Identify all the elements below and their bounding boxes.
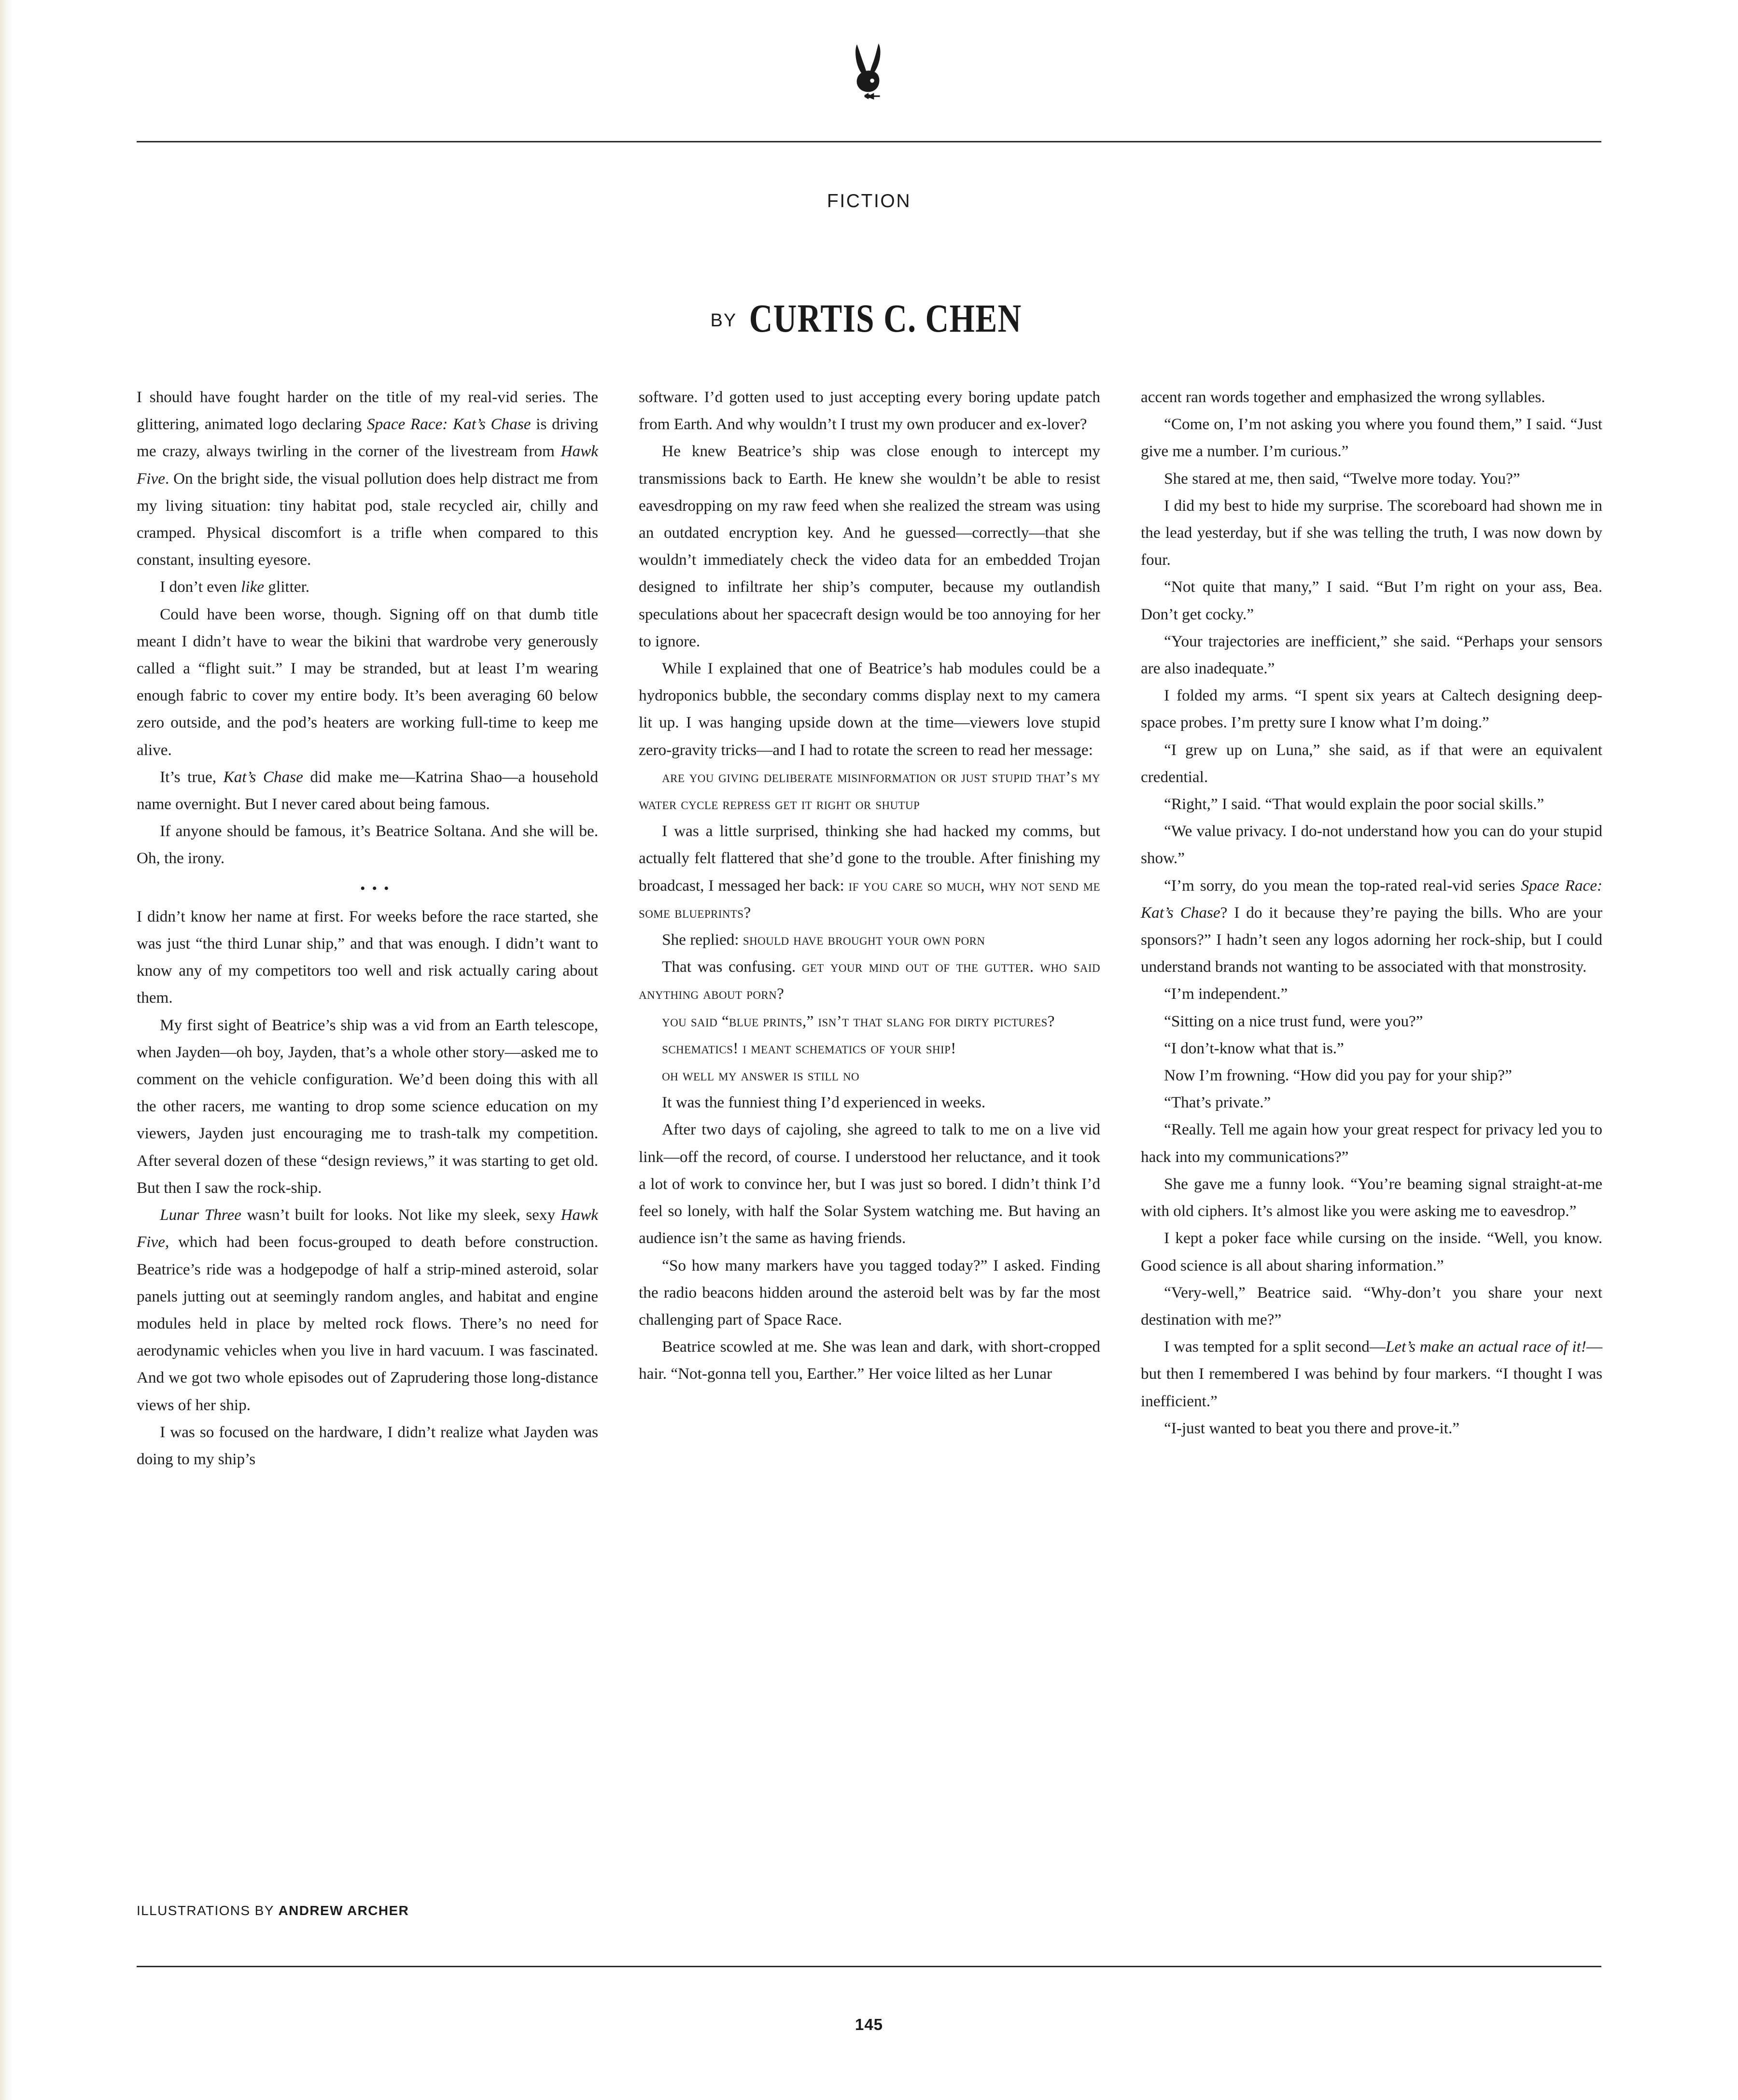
article-paragraph: are you giving deliberate misinformation or just stupid that’s my water cycle repress get it right or shutup bbox=[639, 768, 1100, 813]
article-paragraph: “I-just wanted to beat you there and prove-it.” bbox=[1164, 1419, 1460, 1437]
section-kicker: FICTION bbox=[827, 191, 911, 211]
article-paragraph: “I grew up on Luna,” she said, as if that were an equivalent credential. bbox=[1141, 741, 1602, 786]
byline bbox=[0, 296, 1738, 342]
article-paragraph: It was the funniest thing I’d experienced in weeks. bbox=[662, 1093, 986, 1112]
article-paragraph: “Come on, I’m not asking you where you found them,” I said. “Just give me a number. I’m curious.” bbox=[1141, 415, 1602, 461]
masthead-logo bbox=[0, 42, 1738, 104]
byline-author-name: CURTIS C. CHEN bbox=[749, 296, 1022, 341]
article-paragraph: While I explained that one of Beatrice’s hab modules could be a hydroponics bubble, the secondary comms display next to my camera lit up. I was hanging upside down at the time—viewers love stupid zero-gravity tricks—and I had to rotate the screen to read her message: bbox=[639, 659, 1100, 759]
header-rule bbox=[137, 141, 1601, 142]
article-paragraph: Beatrice scowled at me. She was lean and dark, with short-cropped hair. “Not-gonna tell you, Earther.” Her voice lilted as her Lunar bbox=[639, 1338, 1100, 1383]
article-paragraph: “I’m sorry, do you mean the top-rated real-vid series Space Race: Kat’s Chase? I do it because they’re paying the bills. Who are your sponsors?” I hadn’t seen any logos adorning her rock-ship, but I could understand brands not wanting to be associated with that monstrosity. bbox=[1141, 876, 1602, 976]
article-paragraph: Could have been worse, though. Signing off on that dumb title meant I didn’t have to wear the bikini that wardrobe very generously called a “flight suit.” I may be stranded, but at least I’m wearing enough fabric to cover my entire body. It’s been averaging 60 below zero outside, and the pod’s heaters are working full-time to keep me alive. bbox=[137, 605, 598, 759]
article-paragraph: I was tempted for a split second—Let’s make an actual race of it!—but then I remembered I was behind by four markers. “I thought I was inefficient.” bbox=[1141, 1338, 1602, 1410]
article-paragraph: After two days of cajoling, she agreed to talk to me on a live vid link—off the record, of course. I understood her reluctance, and it took a lot of work to convince her, but I was just so bored. I didn’t think I’d feel so lonely, with half the Solar System watching me. But having an audience isn’t the same as having friends. bbox=[639, 1120, 1100, 1247]
article-paragraph: I folded my arms. “I spent six years at Caltech designing deep-space probes. I’m pretty sure I know what I’m doing.” bbox=[1141, 686, 1602, 732]
article-paragraph: I should have fought harder on the title of my real-vid series. The glittering, animated logo declaring Space Race: Kat’s Chase is driving me crazy, always twirling in the corner of the livestream from Hawk Five. On the bright side, the visual pollution does help distract me from my living situation: tiny habitat pod, stale recycled air, chilly and cramped. Physical discomfort is a trifle when compared to this constant, insulting eyesore. bbox=[137, 388, 598, 569]
article-paragraph: oh well my answer is still no bbox=[662, 1066, 860, 1085]
article-paragraph: I was so focused on the hardware, I didn’t realize what Jayden was doing to my ship’s bbox=[137, 1423, 598, 1468]
article-paragraph: “Right,” I said. “That would explain the poor social skills.” bbox=[1164, 795, 1544, 813]
article-paragraph: I was a little surprised, thinking she had hacked my comms, but actually felt flattered that she’d gone to the trouble. After finishing my broadcast, I messaged her back: if you care so much, why not send me some blueprints? bbox=[639, 822, 1100, 922]
article-paragraph: My first sight of Beatrice’s ship was a vid from an Earth telescope, when Jayden—oh boy, Jayden, that’s a whole other story—asked me to comment on the vehicle configuration. We’d been doing this with all the other racers, me wanting to drop some science education on my viewers, Jayden just encouraging me to trash-talk my competition. After several dozen of these “design reviews,” it was starting to get old. But then I saw the rock-ship. bbox=[137, 1016, 598, 1197]
article-paragraph: “Really. Tell me again how your great respect for privacy led you to hack into my communications?” bbox=[1141, 1120, 1602, 1166]
article-paragraph: It’s true, Kat’s Chase did make me—Katrina Shao—a household name overnight. But I never cared about being famous. bbox=[137, 768, 598, 813]
article-column-2 bbox=[639, 384, 1100, 1473]
article-column-1 bbox=[137, 384, 598, 1473]
article-paragraph: “Not quite that many,” I said. “But I’m right on your ass, Bea. Don’t get cocky.” bbox=[1141, 578, 1602, 623]
article-paragraph: He knew Beatrice’s ship was close enough to intercept my transmissions back to Earth. He knew she wouldn’t be able to resist eavesdropping on my raw feed when she realized the stream was using an outdated encryption key. And he guessed—correctly—that she wouldn’t immediately check the video data for an embedded Trojan designed to infiltrate her ship’s computer, because my outlandish speculations about her spacecraft design would be too annoying for her to ignore. bbox=[639, 442, 1100, 650]
footer-rule bbox=[137, 1966, 1601, 1967]
article-paragraph: I did my best to hide my surprise. The scoreboard had shown me in the lead yesterday, but if she was telling the truth, I was now down by four. bbox=[1141, 496, 1602, 569]
article-body bbox=[137, 384, 1602, 1473]
article-paragraph: “We value privacy. I do-not understand how you can do your stupid show.” bbox=[1141, 822, 1602, 868]
article-paragraph: Lunar Three wasn’t built for looks. Not like my sleek, sexy Hawk Five, which had been focus-grouped to death before construction. Beatrice’s ride was a hodgepodge of half a strip-mined asteroid, solar panels jutting out at seemingly random angles, and habitat and engine modules held in place by melted rock flows. There’s no need for aerodynamic vehicles when you live in hard vacuum. I was fascinated. And we got two whole episodes out of Zaprudering those long-distance views of her ship. bbox=[137, 1206, 598, 1414]
article-paragraph: I don’t even like glitter. bbox=[160, 578, 310, 596]
article-paragraph: She replied: should have brought your own porn bbox=[662, 931, 985, 949]
article-paragraph: “Sitting on a nice trust fund, were you?” bbox=[1164, 1012, 1423, 1030]
article-paragraph: She stared at me, then said, “Twelve more today. You?” bbox=[1164, 469, 1520, 488]
illustrator-name: ANDREW ARCHER bbox=[278, 1903, 409, 1918]
article-paragraph: I didn’t know her name at first. For weeks before the race started, she was just “the third Lunar ship,” and that was enough. I didn’t want to know any of my competitors too well and risk actually caring about them. bbox=[137, 907, 598, 1007]
illustration-credit bbox=[137, 1903, 409, 1918]
article-paragraph: “Your trajectories are inefficient,” she said. “Perhaps your sensors are also inadequate.” bbox=[1141, 632, 1602, 678]
article-paragraph: you said “blue prints,” isn’t that slang for dirty pictures? bbox=[662, 1012, 1055, 1030]
article-paragraph: Now I’m frowning. “How did you pay for your ship?” bbox=[1164, 1066, 1512, 1085]
page-number: 145 bbox=[855, 2016, 883, 2033]
article-paragraph: accent ran words together and emphasized the wrong syllables. bbox=[1141, 388, 1545, 406]
article-paragraph: She gave me a funny look. “You’re beaming signal straight-at-me with old ciphers. It’s almost like you were asking me to eavesdrop.” bbox=[1141, 1175, 1602, 1220]
illustration-credit-label: ILLUSTRATIONS BY bbox=[137, 1903, 274, 1918]
article-paragraph: “Very-well,” Beatrice said. “Why-don’t you share your next destination with me?” bbox=[1141, 1283, 1602, 1329]
article-paragraph: “I’m independent.” bbox=[1164, 985, 1288, 1003]
article-paragraph: I kept a poker face while cursing on the inside. “Well, you know. Good science is all about sharing information.” bbox=[1141, 1229, 1602, 1274]
article-paragraph: That was confusing. get your mind out of the gutter. who said anything about porn? bbox=[639, 958, 1100, 1003]
section-break-dinkus: ••• bbox=[360, 880, 396, 896]
article-paragraph: software. I’d gotten used to just accepting every boring update patch from Earth. And why wouldn’t I trust my own producer and ex-lover? bbox=[639, 388, 1100, 434]
playboy-bunny-icon bbox=[846, 42, 892, 104]
article-paragraph: “So how many markers have you tagged today?” I asked. Finding the radio beacons hidden around the asteroid belt was by far the most challenging part of Space Race. bbox=[639, 1256, 1100, 1329]
article-column-3 bbox=[1141, 384, 1602, 1473]
byline-by-label: BY bbox=[710, 310, 737, 331]
article-paragraph: If anyone should be famous, it’s Beatrice Soltana. And she will be. Oh, the irony. bbox=[137, 822, 598, 868]
article-paragraph: “That’s private.” bbox=[1164, 1093, 1271, 1112]
article-paragraph: “I don’t-know what that is.” bbox=[1164, 1039, 1344, 1057]
article-paragraph: schematics! i meant schematics of your ship! bbox=[662, 1039, 956, 1057]
